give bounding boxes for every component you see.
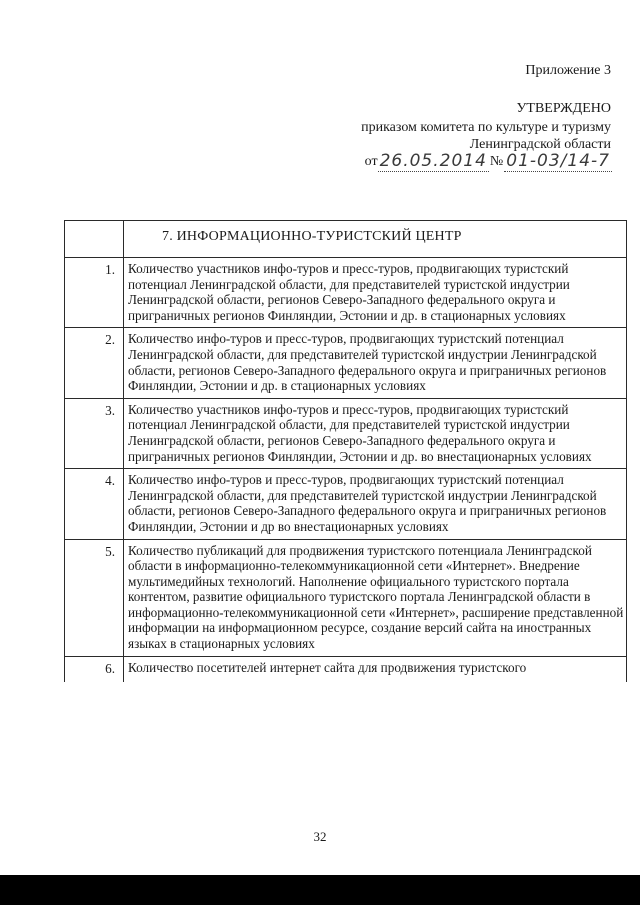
order-number-sign: № <box>489 154 504 169</box>
section-title: 7. ИНФОРМАЦИОННО-ТУРИСТСКИЙ ЦЕНТР <box>124 221 627 258</box>
table-row <box>65 539 627 656</box>
row-text: Количество публикаций для продвижения туристского потенциала Ленинградской области в информационно-телекоммуникационной сети «Интернет». Внедрение мультимедийных технологий. Наполнение официального туристского портала контентом, развитие официального туристского портала Ленинградской области в информационно-телекоммуникационной сети «Интернет», расширение представленной информации на информационном ресурсе, создание версий сайта на иностранных языках в стационарных условиях <box>124 539 627 656</box>
row-number: 4. <box>65 469 124 539</box>
order-from-label: от <box>364 154 378 169</box>
order-line-1: приказом комитета по культуре и туризму <box>361 120 611 135</box>
row-text: Количество участников инфо-туров и пресс-туров, продвигающих туристский потенциал Ленинградской области, для представителей туристской индустрии Ленинградской области, регионов Северо-Западного федерального округа и приграничных регионов Финляндии, Эстонии и др. в стационарных условиях <box>124 258 627 328</box>
page-number: 32 <box>313 829 327 844</box>
scan-edge-bar <box>0 875 640 905</box>
table-row <box>65 328 627 398</box>
table-row <box>65 656 627 682</box>
table-row <box>65 258 627 328</box>
row-number: 3. <box>65 398 124 468</box>
section-row <box>65 221 627 258</box>
row-text: Количество инфо-туров и пресс-туров, продвигающих туристский потенциал Ленинградской области, для представителей туристской индустрии Ленинградской области, регионов Северо-Западного федерального округа и приграничных регионов Финляндии, Эстонии и др. в стационарных условиях <box>124 328 627 398</box>
order-date-handwritten: 26.05.2014 <box>379 151 487 171</box>
row-text: Количество посетителей интернет сайта для продвижения туристского <box>124 656 627 682</box>
row-text: Количество инфо-туров и пресс-туров, продвигающих туристский потенциал Ленинградской области, для представителей туристской индустрии Ленинградской области, регионов Северо-Западного федерального округа и приграничных регионов Финляндии, Эстонии и др во внестационарных условиях <box>124 469 627 539</box>
appendix-label: Приложение 3 <box>525 63 611 78</box>
approved-stamp: УТВЕРЖДЕНО <box>516 101 611 116</box>
order-line-2: Ленинградской области <box>469 137 611 152</box>
indicators-table <box>64 220 627 682</box>
table-row <box>65 398 627 468</box>
row-number: 1. <box>65 258 124 328</box>
order-date-number <box>365 151 612 172</box>
table-row <box>65 469 627 539</box>
section-number-cell <box>65 221 124 258</box>
row-number: 2. <box>65 328 124 398</box>
row-number: 5. <box>65 539 124 656</box>
order-number-handwritten: 01-03/14-7 <box>506 151 610 171</box>
row-number: 6. <box>65 656 124 682</box>
row-text: Количество участников инфо-туров и пресс-туров, продвигающих туристский потенциал Ленинградской области, для представителей туристской индустрии Ленинградской области, регионов Северо-Западного федерального округа и приграничных регионов Финляндии, Эстонии и др. во внестационарных условиях <box>124 398 627 468</box>
